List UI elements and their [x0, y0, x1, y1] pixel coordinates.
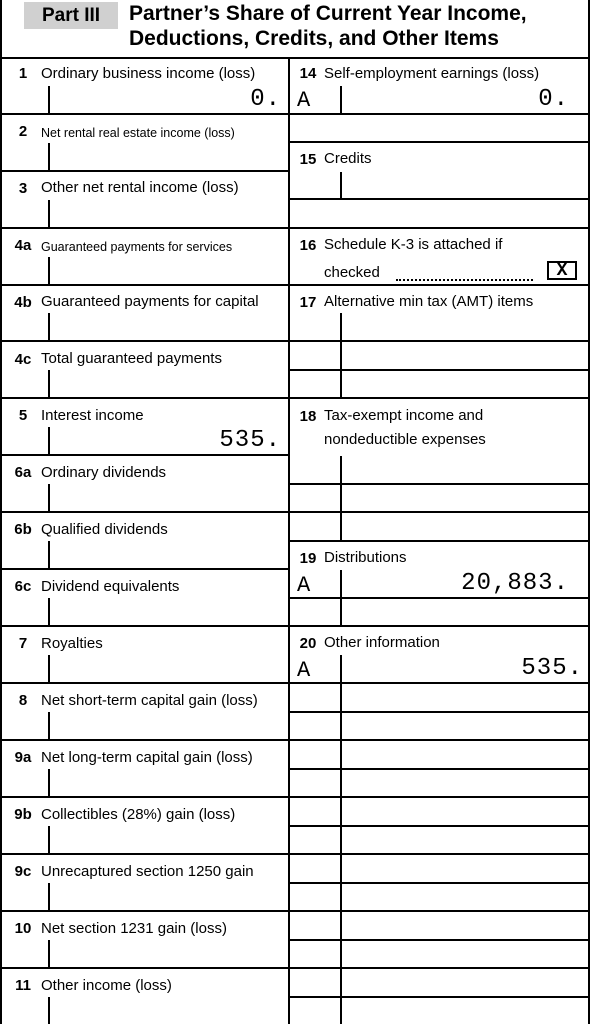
row-separator [0, 340, 289, 342]
line-number: 6c [14, 578, 32, 595]
line-number: 11 [15, 977, 31, 994]
row-separator [289, 996, 590, 998]
line-label: Net section 1231 gain (loss) [41, 920, 227, 937]
line-label: Net short-term capital gain (loss) [41, 692, 258, 709]
line-number: 7 [18, 635, 28, 652]
line-label: Dividend equivalents [41, 578, 180, 595]
row-separator [289, 113, 590, 115]
line-label: Ordinary dividends [41, 464, 167, 481]
row-separator [0, 113, 289, 115]
code-divider [340, 86, 342, 113]
line-code: A [297, 573, 311, 598]
line-number: 17 [299, 294, 317, 311]
line-number: 10 [14, 920, 32, 937]
line-label: Net long-term capital gain (loss) [41, 749, 253, 766]
row-separator [289, 227, 590, 229]
row-separator [289, 397, 590, 399]
row-separator [0, 511, 289, 513]
line-label-continued: checked [324, 264, 380, 281]
row-separator [0, 227, 289, 229]
row-separator [0, 170, 289, 172]
line-label: Tax-exempt income and [324, 407, 484, 424]
line-number: 18 [299, 408, 317, 425]
line-number: 5 [18, 407, 28, 424]
row-separator [289, 284, 590, 286]
line-number: 4c [14, 351, 32, 368]
row-separator [289, 939, 590, 941]
line-label: Collectibles (28%) gain (loss) [41, 806, 236, 823]
row-separator [0, 625, 289, 627]
line-number: 6a [14, 464, 32, 481]
part-title-line2: Deductions, Credits, and Other Items [129, 27, 499, 50]
entry-tick [48, 200, 50, 227]
row-separator [0, 397, 289, 399]
entry-tick [48, 997, 50, 1024]
line-label: Ordinary business income (loss) [41, 65, 256, 82]
line-value: 20,883. [461, 570, 569, 597]
entry-tick [48, 655, 50, 682]
line-number: 1 [18, 65, 28, 82]
line-number: 4a [14, 237, 32, 254]
entry-tick [48, 826, 50, 853]
row-separator [289, 739, 590, 741]
line-label: Other information [324, 634, 440, 651]
code-divider [340, 172, 342, 198]
line-label: Qualified dividends [41, 521, 168, 538]
row-separator [0, 568, 289, 570]
row-separator [289, 597, 590, 599]
entry-tick [48, 313, 50, 340]
line-label: Net rental real estate income (loss) [41, 126, 235, 140]
entry-tick [48, 427, 50, 454]
row-separator [289, 967, 590, 969]
line-value: 535. [219, 427, 281, 454]
entry-tick [48, 712, 50, 739]
line-label: Guaranteed payments for services [41, 240, 233, 254]
line-label: Guaranteed payments for capital [41, 293, 259, 310]
header-divider [0, 57, 590, 59]
line-value: 535. [521, 655, 583, 682]
row-separator [289, 141, 590, 143]
row-separator [0, 967, 289, 969]
row-separator [289, 198, 590, 200]
row-separator [0, 284, 289, 286]
line-code: A [297, 88, 311, 113]
line-label: Interest income [41, 407, 144, 424]
line-number: 19 [299, 550, 317, 567]
line-code: A [297, 658, 311, 683]
entry-tick [48, 257, 50, 284]
line-number: 16 [299, 237, 317, 254]
row-separator [289, 910, 590, 912]
line-number: 9a [14, 749, 32, 766]
row-separator [289, 711, 590, 713]
line-label: Total guaranteed payments [41, 350, 222, 367]
line-number: 14 [299, 65, 317, 82]
row-separator [289, 768, 590, 770]
code-divider [340, 570, 342, 625]
row-separator [289, 511, 590, 513]
entry-tick [48, 883, 50, 910]
row-separator [289, 540, 590, 542]
row-separator [0, 910, 289, 912]
entry-tick [48, 541, 50, 568]
line-number: 2 [18, 123, 28, 140]
line-label: Self-employment earnings (loss) [324, 65, 540, 82]
row-separator [289, 882, 590, 884]
part-title-line1: Partner’s Share of Current Year Income, [129, 2, 527, 25]
row-separator [289, 825, 590, 827]
line-label: Royalties [41, 635, 103, 652]
entry-tick [48, 769, 50, 796]
entry-tick [48, 86, 50, 113]
row-separator [289, 625, 590, 627]
entry-tick [48, 484, 50, 511]
row-separator [0, 796, 289, 798]
line-label: Other net rental income (loss) [41, 179, 239, 196]
k3-attached-checkbox[interactable]: X [547, 261, 577, 280]
line-number: 6b [14, 521, 32, 538]
row-separator [0, 739, 289, 741]
line-label: Alternative min tax (AMT) items [324, 293, 534, 310]
row-separator [289, 483, 590, 485]
line-label: Unrecaptured section 1250 gain [41, 863, 254, 880]
line-number: 15 [299, 151, 317, 168]
line-label: Other income (loss) [41, 977, 172, 994]
line-number: 8 [18, 692, 28, 709]
row-separator [289, 369, 590, 371]
line-value: 0. [538, 86, 569, 113]
row-separator [289, 796, 590, 798]
code-divider [340, 313, 342, 397]
row-separator [289, 682, 590, 684]
line-number: 4b [14, 294, 32, 311]
entry-tick [48, 940, 50, 967]
part-title [129, 1, 589, 51]
code-divider [340, 655, 342, 1024]
row-separator [289, 340, 590, 342]
entry-tick [48, 143, 50, 170]
line-number: 9c [14, 863, 32, 880]
code-divider [340, 456, 342, 540]
dot-leader [396, 279, 533, 281]
line-number: 3 [18, 180, 28, 197]
row-separator [0, 682, 289, 684]
entry-tick [48, 370, 50, 397]
entry-tick [48, 598, 50, 625]
line-label: Distributions [324, 549, 407, 566]
row-separator [289, 853, 590, 855]
line-value: 0. [250, 86, 281, 113]
line-number: 20 [299, 635, 317, 652]
line-label-continued: nondeductible expenses [324, 431, 486, 448]
line-number: 9b [14, 806, 32, 823]
line-label: Schedule K-3 is attached if [324, 236, 503, 253]
line-label: Credits [324, 150, 372, 167]
row-separator [0, 454, 289, 456]
part-label: Part III [24, 2, 118, 29]
row-separator [0, 853, 289, 855]
